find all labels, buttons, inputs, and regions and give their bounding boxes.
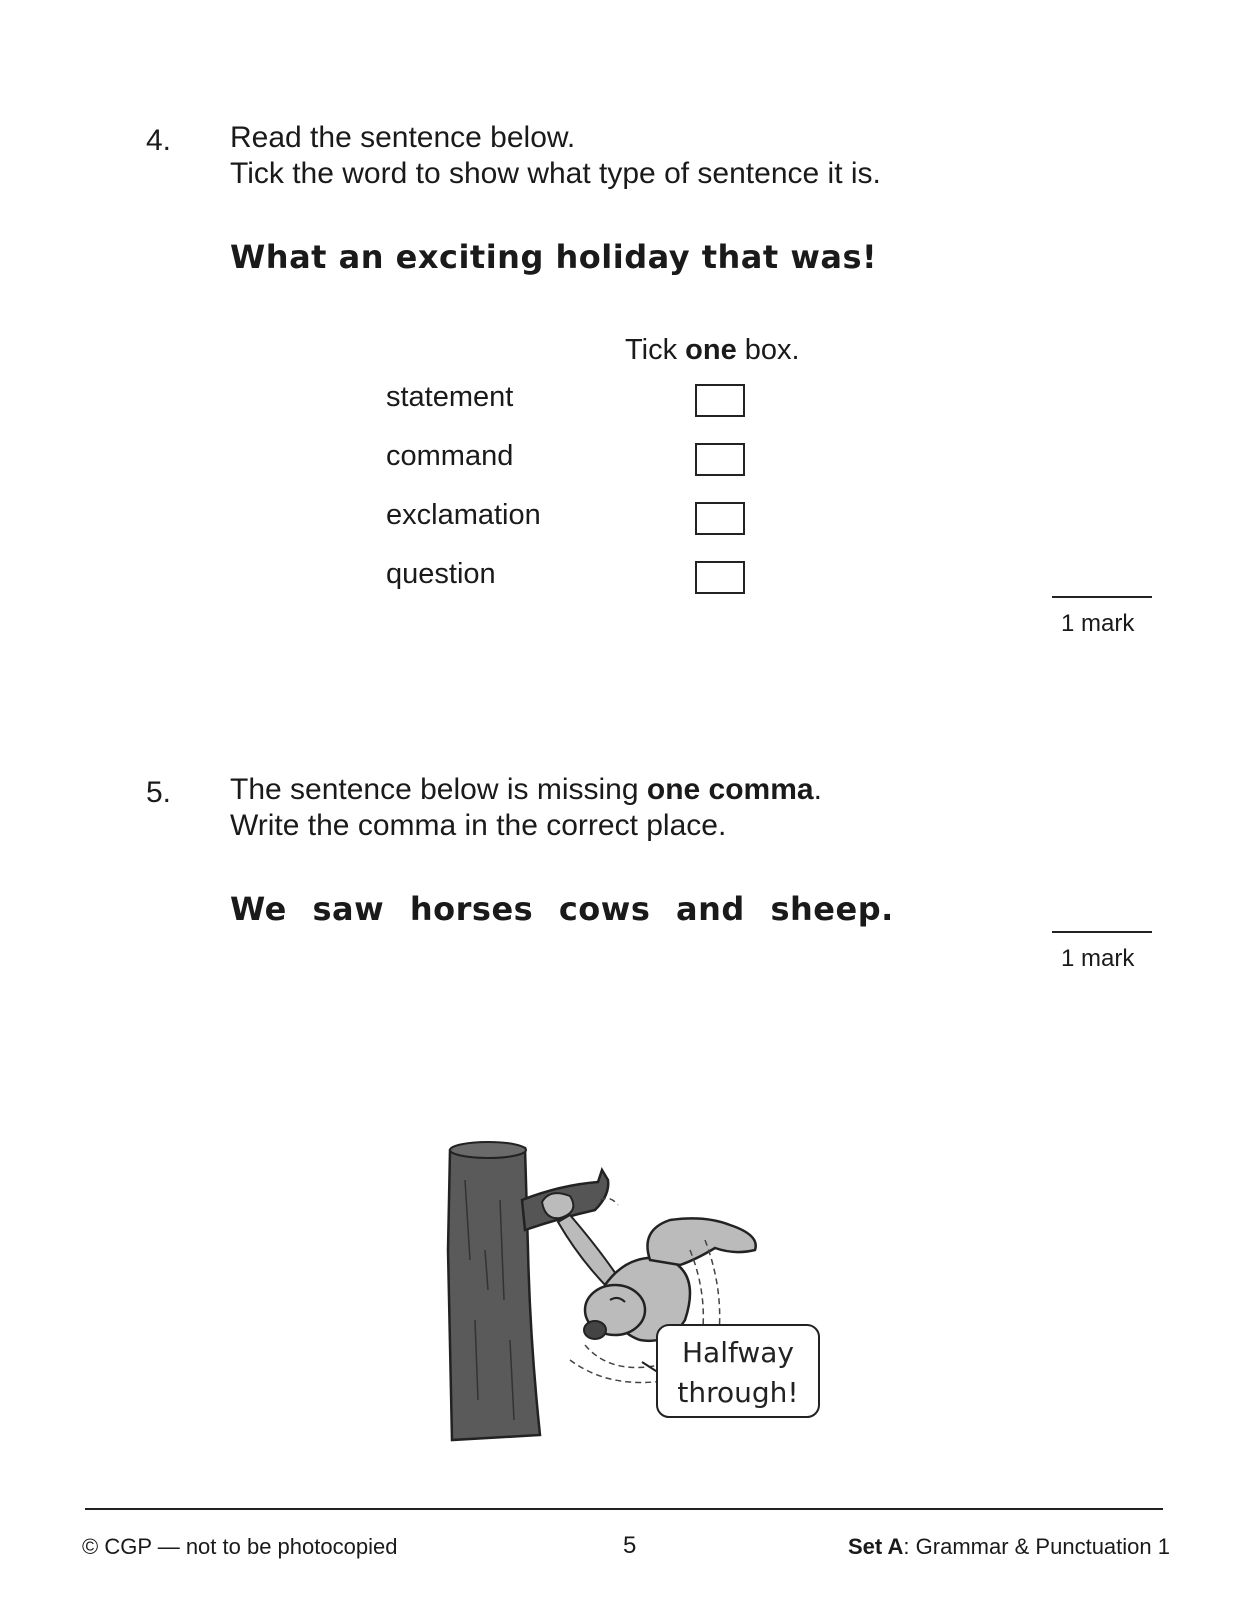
question-4-number: 4. <box>146 124 172 157</box>
tickbox-command[interactable] <box>695 443 745 476</box>
tick-one-box-label <box>625 334 800 367</box>
option-label-statement: statement <box>386 381 514 413</box>
question-4-instructions <box>230 120 881 192</box>
speech-bubble-line-2: through! <box>677 1376 799 1409</box>
question-5-line-1 <box>230 772 822 808</box>
tick-prefix: Tick <box>625 334 686 366</box>
option-label-command: command <box>386 440 514 472</box>
question-4-sentence: What an exciting holiday that was! <box>230 238 878 276</box>
page-number: 5 <box>623 1532 637 1559</box>
q5-line1-suffix: . <box>813 773 822 806</box>
tickbox-exclamation[interactable] <box>695 502 745 535</box>
footer-set-bold: Set A <box>848 1534 904 1559</box>
option-label-exclamation: exclamation <box>386 499 541 531</box>
question-5-line-2: Write the comma in the correct place. <box>230 809 727 842</box>
speech-bubble-line-1: Halfway <box>682 1336 794 1369</box>
question-4-line-2: Tick the word to show what type of sentence it is. <box>230 157 881 190</box>
tickbox-question[interactable] <box>695 561 745 594</box>
tickbox-statement[interactable] <box>695 384 745 417</box>
question-5-number: 5. <box>146 776 172 809</box>
option-label-question: question <box>386 558 496 590</box>
tick-suffix: box. <box>736 334 800 366</box>
footer-copyright: © CGP — not to be photocopied <box>82 1534 398 1559</box>
q5-mark-line <box>1052 931 1152 933</box>
tick-bold: one <box>685 334 737 366</box>
question-5-instructions <box>230 772 822 844</box>
q5-mark-label: 1 mark <box>1061 945 1135 972</box>
q5-line1-prefix: The sentence below is missing <box>230 773 647 806</box>
q5-line1-bold: one comma <box>646 773 814 806</box>
q4-mark-label: 1 mark <box>1061 610 1135 637</box>
question-4-line-1: Read the sentence below. <box>230 121 576 154</box>
q4-mark-line <box>1052 596 1152 598</box>
question-5-sentence[interactable]: We saw horses cows and sheep. <box>230 890 894 928</box>
footer-set-rest: : Grammar & Punctuation 1 <box>903 1534 1170 1559</box>
cartoon-squirrel-illustration <box>430 1140 850 1460</box>
footer-divider <box>85 1508 1163 1510</box>
footer-set-title <box>848 1534 1170 1560</box>
